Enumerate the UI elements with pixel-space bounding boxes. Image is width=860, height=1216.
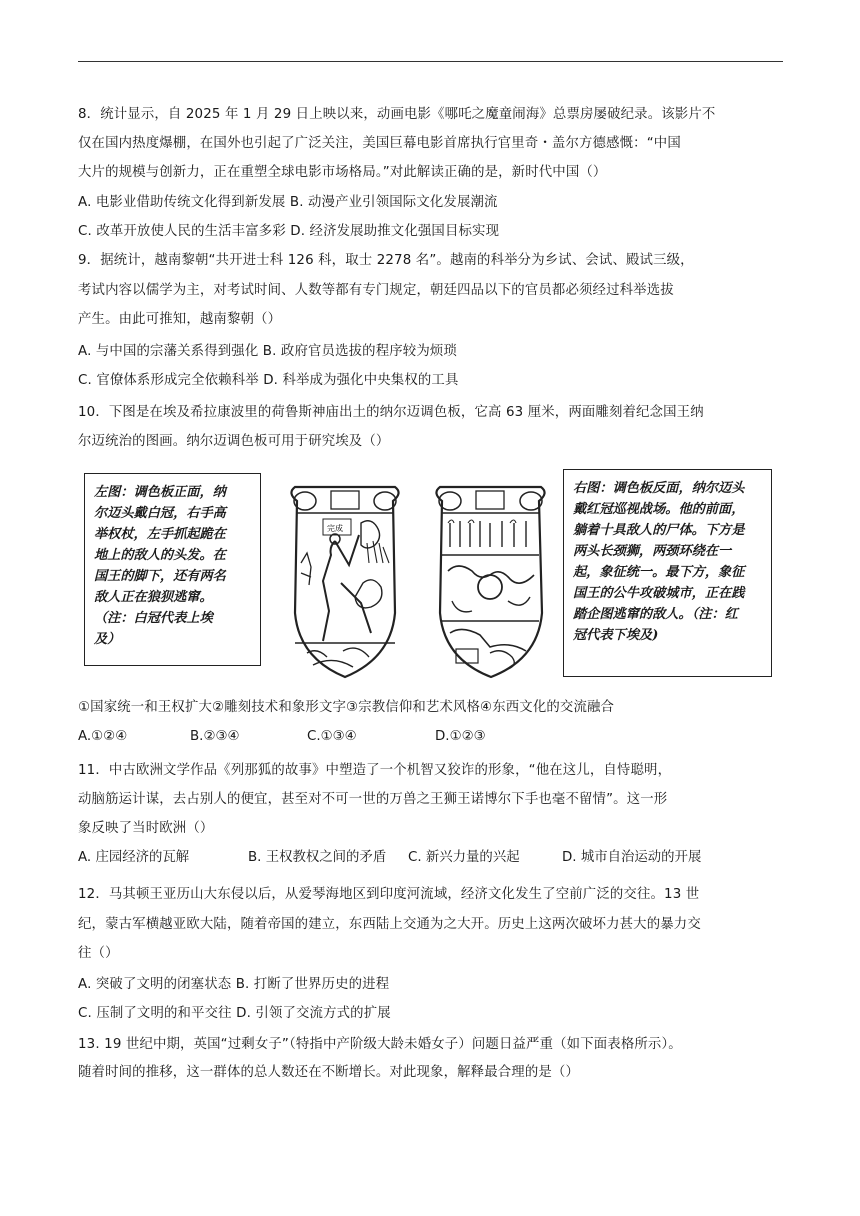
q12-option-row-2[interactable]: C. 压制了文明的和平交往 D. 引领了交流方式的扩展 xyxy=(78,1006,391,1021)
q10-statements: ①国家统一和王权扩大②雕刻技术和象形文字③宗教信仰和艺术风格④东西文化的交流融合 xyxy=(78,700,615,715)
right-caption-box: 右图：调色板反面，纳尔迈头 戴红冠巡视战场。他的前面， 躺着十具敌人的尸体。下方是 两头长颈狮，两颈环绕在一 起，象征统一。最下方，象征 国王的公牛攻破城市，正在践 踏企图逃窜的敌人。（注：红 冠代表下埃及) xyxy=(563,469,772,677)
q8-line-1: 8．统计显示，自 2025 年 1 月 29 日上映以来，动画电影《哪吒之魔童闹海》总票房屡破纪录。该影片不 xyxy=(78,107,716,122)
q11-option-d[interactable]: D. 城市自治运动的开展 xyxy=(562,850,702,865)
q12-line-1: 12．马其顿王亚历山大东侵以后，从爱琴海地区到印度河流域，经济文化发生了空前广泛的交往。13 世 xyxy=(78,887,700,902)
q11-line-1: 11．中古欧洲文学作品《列那狐的故事》中塑造了一个机智又狡诈的形象，“他在这儿，自恃聪明， xyxy=(78,763,672,778)
q9-line-1: 9．据统计，越南黎朝“共开进士科 126 科，取士 2278 名”。越南的科举分为乡试、会试、殿试三级， xyxy=(78,253,694,268)
q13-line-1: 13. 19 世纪中期，英国“过剩女子”（特指中产阶级大龄未婚女子）问题日益严重（如下面表格所示）。 xyxy=(78,1037,682,1052)
q11-line-3: 象反映了当时欧洲（） xyxy=(78,821,214,836)
q11-line-2: 动脑筋运计谋，去占别人的便宜，甚至对不可一世的万兽之王狮王诺博尔下手也毫不留情”。这一形 xyxy=(78,792,668,807)
q9-line-3: 产生。由此可推知，越南黎朝（） xyxy=(78,312,282,327)
q10-option-a[interactable]: A.①②④ xyxy=(78,729,128,744)
q11-option-b[interactable]: B. 王权教权之间的矛盾 xyxy=(248,850,387,865)
q8-option-row-1[interactable]: A. 电影业借助传统文化得到新发展 B. 动漫产业引领国际文化发展潮流 xyxy=(78,195,498,210)
left-caption-box: 左图：调色板正面，纳 尔迈头戴白冠，右手高 举权杖，左手抓起跪在 地上的敌人的头发。在 国王的脚下，还有两名 敌人正在狼狈逃窜。 （注：白冠代表上埃 及） xyxy=(84,473,261,666)
q10-option-b[interactable]: B.②③④ xyxy=(190,729,240,744)
q8-line-3: 大片的规模与创新力，正在重塑全球电影市场格局。”对此解读正确的是，新时代中国（） xyxy=(78,165,607,180)
palette-front-image xyxy=(283,483,407,681)
q11-option-c[interactable]: C. 新兴力量的兴起 xyxy=(408,850,520,865)
q13-line-2: 随着时间的推移，这一群体的总人数还在不断增长。对此现象，解释最合理的是（） xyxy=(78,1065,580,1080)
q9-line-2: 考试内容以儒学为主，对考试时间、人数等都有专门规定，朝廷四品以下的官员都必须经过科举选拔 xyxy=(78,283,674,298)
header-rule xyxy=(78,61,783,62)
palette-back-image xyxy=(428,483,553,681)
q11-option-a[interactable]: A. 庄园经济的瓦解 xyxy=(78,850,190,865)
q10-option-c[interactable]: C.①③④ xyxy=(307,729,357,744)
q10-line-2: 尔迈统治的图画。纳尔迈调色板可用于研究埃及（） xyxy=(78,434,390,449)
narmer-palette-figure xyxy=(78,469,778,683)
q9-option-row-2[interactable]: C. 官僚体系形成完全依赖科举 D. 科举成为强化中央集权的工具 xyxy=(78,373,459,388)
palette-label: 完成 xyxy=(327,524,343,533)
q9-option-row-1[interactable]: A. 与中国的宗藩关系得到强化 B. 政府官员选拔的程序较为烦琐 xyxy=(78,344,457,359)
q12-line-2: 纪，蒙古军横越亚欧大陆，随着帝国的建立，东西陆上交通为之大开。历史上这两次破坏力甚大的暴力交 xyxy=(78,917,701,932)
q8-line-2: 仅在国内热度爆棚，在国外也引起了广泛关注，美国巨幕电影首席执行官里奇・盖尔方德感慨：“中国 xyxy=(78,136,681,151)
q10-line-1: 10．下图是在埃及希拉康波里的荷鲁斯神庙出土的纳尔迈调色板，它高 63 厘米，两面雕刻着纪念国王纳 xyxy=(78,405,704,420)
q8-option-row-2[interactable]: C. 改革开放使人民的生活丰富多彩 D. 经济发展助推文化强国目标实现 xyxy=(78,224,500,239)
q12-line-3: 往（） xyxy=(78,946,119,961)
q10-option-d[interactable]: D.①②③ xyxy=(435,729,486,744)
q12-option-row-1[interactable]: A. 突破了文明的闭塞状态 B. 打断了世界历史的进程 xyxy=(78,977,390,992)
